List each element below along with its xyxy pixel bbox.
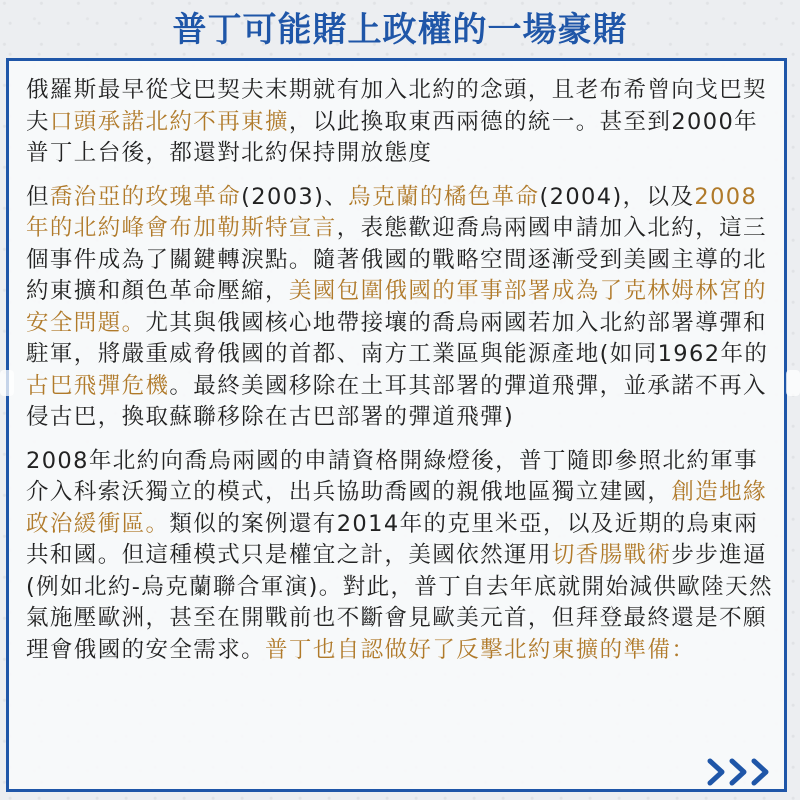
highlight-text: 喬治亞的玫瑰革命 xyxy=(49,183,242,210)
body-text: (2003)、 xyxy=(241,183,349,210)
article-body xyxy=(26,75,778,678)
body-text: 俄羅斯最早從戈巴契夫末期就有加入北約的念頭，且老布希曾向戈巴契夫 xyxy=(26,77,767,135)
body-text: (2004)，以及 xyxy=(539,183,695,210)
highlight-text: 烏克蘭的橘色革命 xyxy=(348,183,540,210)
highlight-text: 2008年的北約峰會布加勒斯特宣言 xyxy=(26,183,758,241)
next-slide-hint[interactable] xyxy=(786,370,800,396)
body-text: ，表態歡迎喬烏兩國申請加入北約，這三個事件成為了關鍵轉淚點。隨著俄國的戰略空間逐漸受到美國主導的北約東擴和顏色革命壓縮， xyxy=(26,215,767,304)
highlight-text: 美國包圍俄國的軍事部署成為了克林姆林宮的安全問題。 xyxy=(26,278,767,336)
body-text: 但 xyxy=(26,183,50,210)
paragraph xyxy=(26,75,778,170)
body-text: 尤其與俄國核心地帶接壤的喬烏兩國若加入北約部署導彈和駐軍，將嚴重威脅俄國的首都、南方工業區與能源產地(如同1962年的 xyxy=(26,309,769,367)
prev-slide-hint[interactable] xyxy=(0,370,14,396)
paragraph xyxy=(26,182,778,434)
highlight-text: 普丁也自認做好了反擊北約東擴的準備： xyxy=(265,636,696,663)
body-text: 步步進逼(例如北約-烏克蘭聯合軍演)。對此，普丁自去年底就開始減供歐陸天然氣施壓歐洲，甚至在開戰前也不斷會見歐美元首，但拜登最終還是不願理會俄國的安全需求。 xyxy=(26,542,773,663)
body-text: 。最終美國移除在土耳其部署的彈道飛彈，並承諾不再入侵古巴，換取蘇聯移除在古巴部署的彈道飛彈) xyxy=(26,372,767,430)
page-title: 普丁可能賭上政權的一場豪賭 xyxy=(172,10,628,50)
triple-chevron-right-icon[interactable] xyxy=(706,757,778,787)
body-text: ，以此換取東西兩德的統一。甚至到2000年普丁上台後，都還對北約保持開放態度 xyxy=(26,108,759,166)
paragraph xyxy=(26,446,778,667)
highlight-text: 創造地緣政治緩衝區。 xyxy=(26,479,767,537)
body-text: 類似的案例還有2014年的克里米亞，以及近期的烏東兩共和國。但這種模式只是權宜之計，美國依然運用 xyxy=(26,510,759,568)
highlight-text: 口頭承諾北約不再東擴 xyxy=(49,108,289,135)
body-text: 2008年北約向喬烏兩國的申請資格開綠燈後，普丁隨即參照北約軍事介入科索沃獨立的模式，出兵協助喬國的親俄地區獨立建國， xyxy=(26,447,759,505)
highlight-text: 古巴飛彈危機 xyxy=(26,372,170,399)
highlight-text: 切香腸戰術 xyxy=(551,542,672,568)
